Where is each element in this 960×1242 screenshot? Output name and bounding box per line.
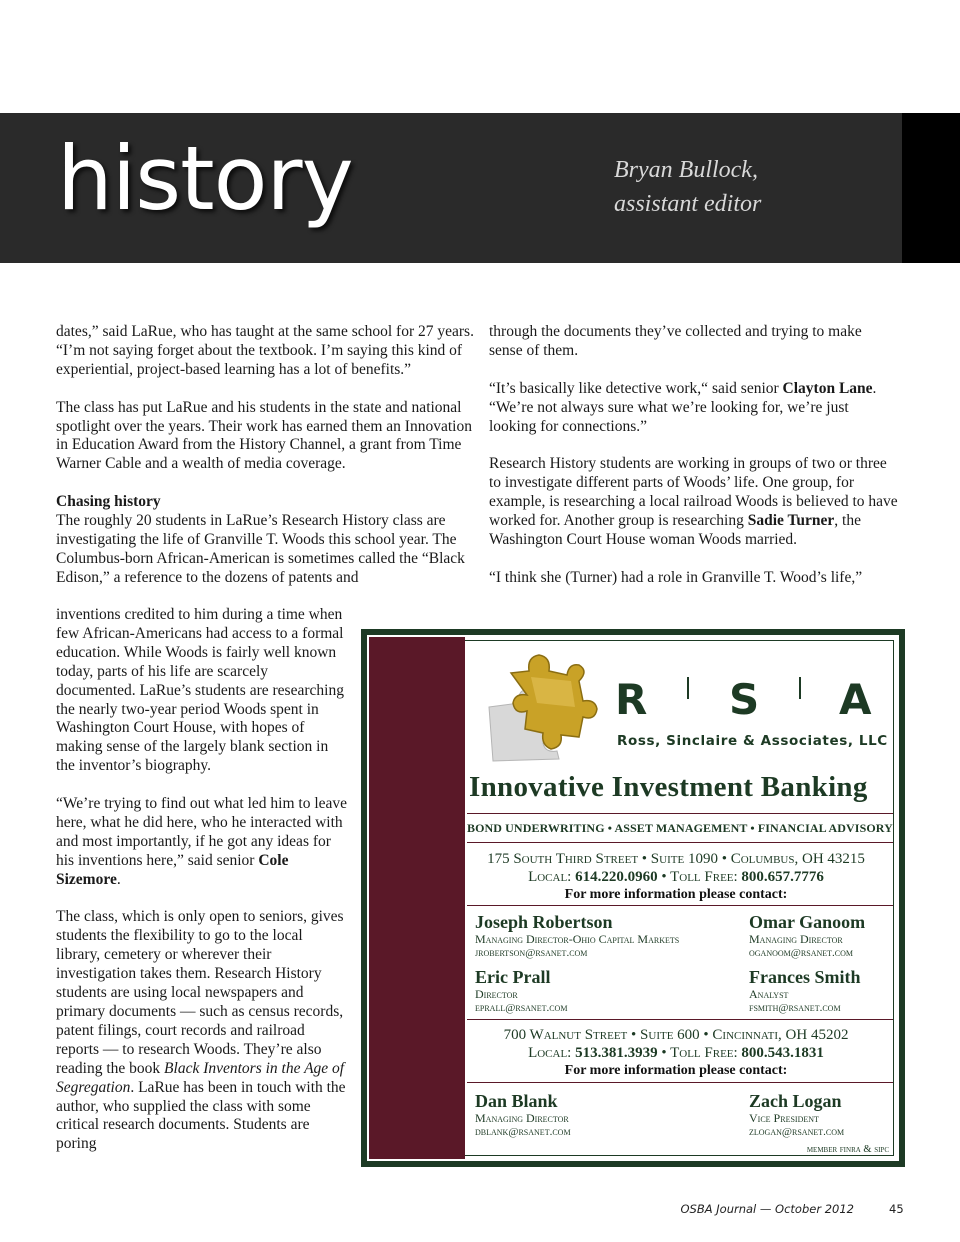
- divider-rule: [467, 1019, 893, 1020]
- contact-name: Joseph Robertson: [475, 912, 613, 932]
- cincinnati-office: [465, 1026, 887, 1079]
- article-text: The class, which is only open to seniors, gives students the flexibility to go to the local library, cemetery or wherever their investigation takes them. Research History students are using local newspapers and primary documents — such as census records, patent filings, court records and railroad reports — to research Woods. They’re also reading the book: [56, 908, 344, 1077]
- editor-name: Bryan Bullock,: [614, 157, 758, 183]
- article-text: .: [116, 870, 121, 888]
- page-number: 45: [889, 1202, 904, 1216]
- contact-card: [475, 1091, 571, 1140]
- columbus-office: [465, 850, 887, 903]
- contact-email: jrobertson@rsanet.com: [475, 947, 588, 959]
- contact-title: Director: [475, 987, 518, 1001]
- contact-email: dblank@rsanet.com: [475, 1126, 571, 1138]
- phone-number: 800.657.7776: [741, 869, 824, 885]
- person-name: Sadie Turner: [747, 512, 835, 530]
- company-name: Ross, Sinclaire & Associates, LLC: [617, 733, 888, 749]
- person-name: Cole Sizemore: [56, 851, 289, 888]
- editor-credit: [614, 153, 761, 221]
- contact-name: Zach Logan: [749, 1091, 842, 1111]
- logo-divider: [687, 677, 689, 699]
- divider-rule: [467, 842, 893, 843]
- ad-headline: Innovative Investment Banking: [469, 771, 868, 803]
- contact-card: [475, 912, 679, 961]
- contact-name: Frances Smith: [749, 967, 861, 987]
- article-paragraph: [489, 380, 899, 437]
- article-text: , the Washington Court House woman Woods married.: [489, 512, 861, 548]
- article-text: . “We’re not always sure what we’re looking for, we’re just looking for connections.”: [489, 379, 877, 435]
- article-text: “It’s basically like detective work,“ said senior: [489, 379, 783, 397]
- banner-edge: [902, 113, 960, 263]
- article-paragraph: The class has put LaRue and his students in the state and national spotlight over the years. Their work has earned them an Innovation in Education Award from the History Channel, a grant from Time Warner Cable and a wealth of media coverage.: [56, 398, 472, 473]
- section-banner: [0, 113, 960, 263]
- contact-name: Dan Blank: [475, 1091, 558, 1111]
- services-line: BOND UNDERWRITING • ASSET MANAGEMENT • FINANCIAL ADVISORY: [467, 821, 893, 835]
- puzzle-logo-icon: [471, 647, 611, 767]
- contact-prompt: For more information please contact:: [564, 887, 788, 902]
- logo-letter: R: [615, 675, 648, 724]
- footer-journal: OSBA Journal — October 2012: [680, 1202, 854, 1216]
- phone-number: 513.381.3939: [575, 1045, 658, 1061]
- section-title: history: [57, 127, 353, 230]
- contact-card: [475, 967, 567, 1016]
- divider-rule: [467, 813, 893, 814]
- phone-label: • Toll Free:: [657, 869, 742, 885]
- ad-content: [465, 637, 897, 1159]
- contact-card: [749, 912, 865, 961]
- contact-email: zlogan@rsanet.com: [749, 1126, 845, 1138]
- member-disclosure: member finra & sipc: [806, 1144, 889, 1155]
- article-text: Research History students are working in groups of two or three to investigate different parts of Woods’ life. One group, for example, is researching a local railroad Woods is believed to have worked for. Another group is researching: [489, 455, 898, 530]
- ad-maroon-stripe: [369, 637, 465, 1159]
- divider-rule: [467, 905, 893, 906]
- article-paragraph: [56, 908, 348, 1154]
- phone-label: • Toll Free:: [657, 1045, 742, 1061]
- subheading: Chasing history: [56, 493, 161, 511]
- article-paragraph: [56, 493, 476, 588]
- phone-label: Local:: [528, 1045, 576, 1061]
- article-paragraph: inventions credited to him during a time when few African-Americans had access to a formal education. While Woods is fairly well known today, parts of his life are scarcely documented. LaRue’s students are researching the nearly two-year period Woods spent in Washington Court House, with hopes of making sense of the largely blank section in the inventor’s biography.: [56, 606, 344, 775]
- article-paragraph: [56, 795, 348, 890]
- contact-title: Managing Director: [749, 932, 843, 946]
- book-title: Black Inventors in the Age of Segregation: [56, 1059, 345, 1096]
- contact-card: [749, 1091, 844, 1140]
- contact-card: [749, 967, 861, 1016]
- article-paragraph: through the documents they’ve collected and trying to make sense of them.: [489, 323, 862, 359]
- article-column-left: [56, 323, 476, 588]
- article-column-right: [489, 323, 899, 588]
- divider-rule: [467, 1082, 893, 1083]
- office-address: 700 Walnut Street • Suite 600 • Cincinnati, OH 45202: [503, 1027, 849, 1043]
- contact-title: Managing Director: [475, 1111, 569, 1125]
- rsa-logotype: [615, 675, 885, 725]
- phone-number: 800.543.1831: [741, 1045, 824, 1061]
- logo-letter: A: [839, 675, 872, 724]
- contact-prompt: For more information please contact:: [564, 1063, 788, 1078]
- office-address: 175 South Third Street • Suite 1090 • Columbus, OH 43215: [487, 851, 865, 867]
- contact-email: eprall@rsanet.com: [475, 1002, 568, 1014]
- contact-email: oganoom@rsanet.com: [749, 947, 853, 959]
- person-name: Clayton Lane: [782, 379, 873, 397]
- rsa-advertisement: [361, 629, 905, 1167]
- contact-title: Analyst: [749, 987, 789, 1001]
- logo-letter: S: [729, 675, 760, 724]
- contact-email: fsmith@rsanet.com: [749, 1002, 841, 1014]
- article-paragraph: “I think she (Turner) had a role in Granville T. Wood’s life,”: [489, 568, 863, 586]
- phone-label: Local:: [528, 869, 576, 885]
- article-paragraph: dates,” said LaRue, who has taught at the same school for 27 years. “I’m not saying forget about the textbook. I’m saying this kind of experiential, project-based learning has a lot of benefits.”: [56, 323, 474, 378]
- article-text: . LaRue has been in touch with the author, who supplied the class with some critical research documents. Students are poring: [56, 1078, 346, 1153]
- phone-number: 614.220.0960: [575, 869, 658, 885]
- logo-divider: [799, 677, 801, 699]
- article-text: “We’re trying to find out what led him to leave here, what he did here, who he interacted with and most importantly, if he got any ideas for his inventions here,” said senior: [56, 795, 348, 869]
- article-text: The roughly 20 students in LaRue’s Research History class are investigating the life of Granville T. Woods this school year. The Columbus-born African-American is sometimes called the “Black Edison,” a reference to the dozens of patents and: [56, 512, 465, 586]
- office-phones: [465, 1044, 887, 1062]
- contact-title: Vice President: [749, 1111, 819, 1125]
- office-phones: [465, 868, 887, 886]
- editor-role: assistant editor: [614, 191, 762, 217]
- contact-name: Eric Prall: [475, 967, 551, 987]
- contact-title: Managing Director-Ohio Capital Markets: [475, 932, 680, 946]
- article-column-left-narrow: [56, 606, 348, 1154]
- article-paragraph: [489, 455, 899, 550]
- contact-name: Omar Ganoom: [749, 912, 866, 932]
